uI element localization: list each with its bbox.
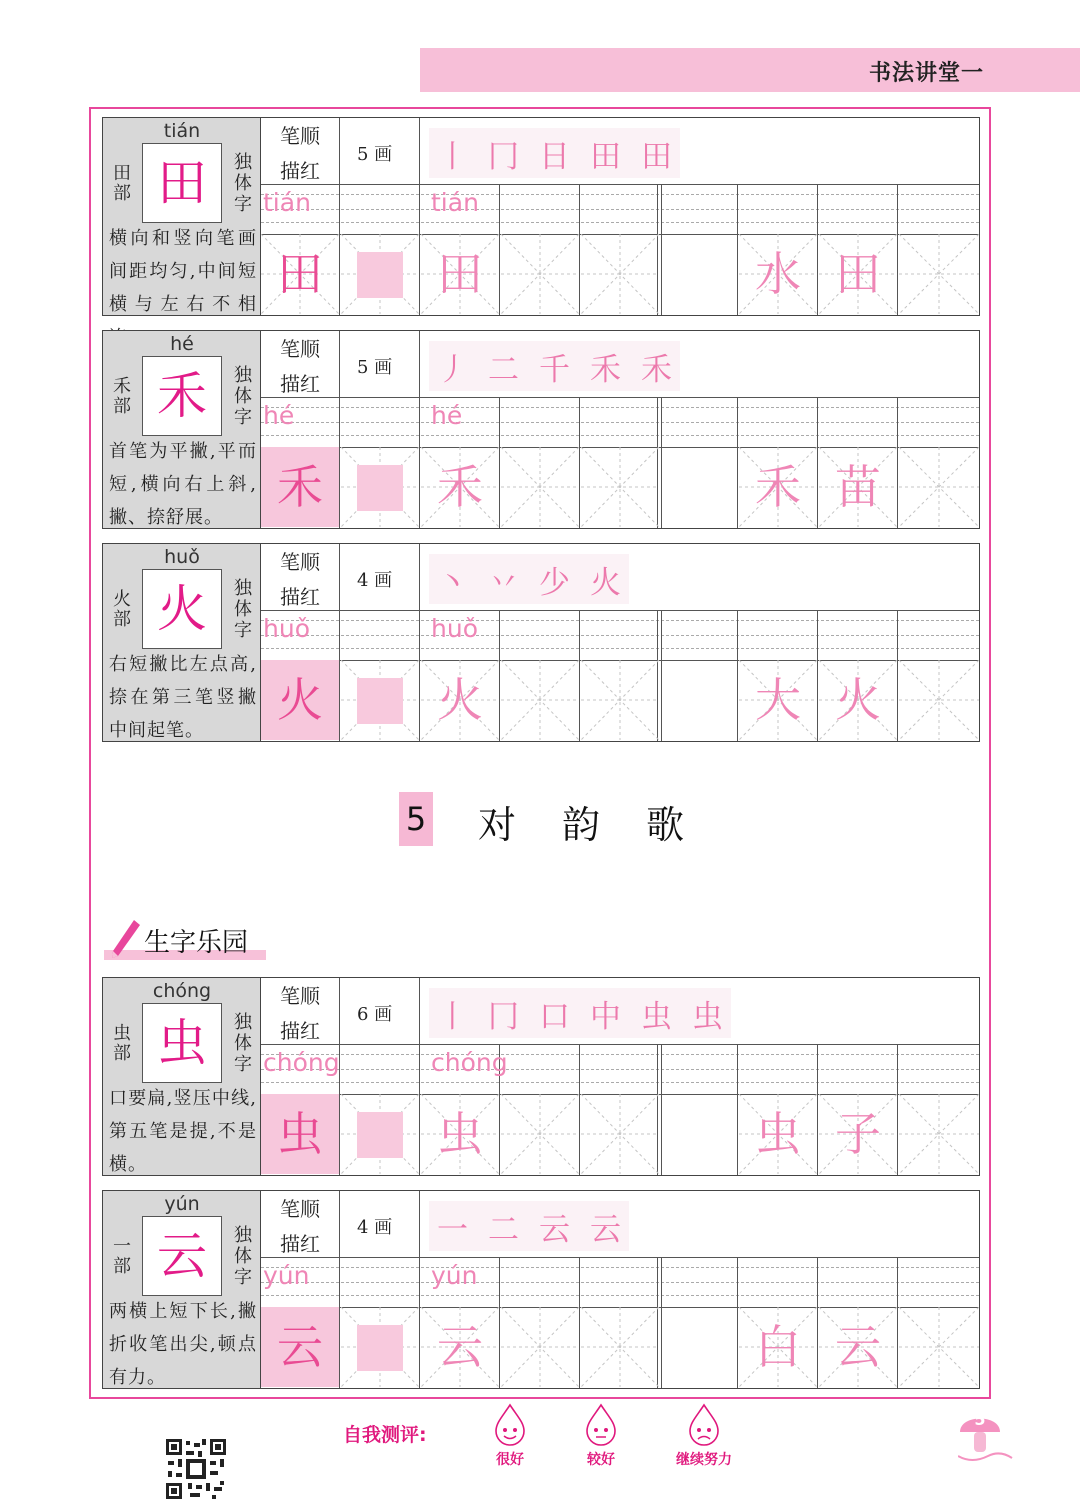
- writing-cell[interactable]: [501, 660, 579, 740]
- rating-label: 继续努力: [676, 1452, 732, 1468]
- grid-divider: [737, 397, 738, 528]
- rating-label: 很好: [496, 1452, 524, 1468]
- stroke-sequence: [429, 554, 629, 604]
- stroke-step: 云: [590, 1211, 621, 1248]
- grid-rule: [261, 1257, 979, 1258]
- char-pinyin: yún: [164, 1193, 200, 1215]
- writing-cell[interactable]: [261, 660, 339, 740]
- pencil-icon: [106, 918, 142, 962]
- grid-guide: [899, 447, 979, 527]
- writing-cell[interactable]: [899, 660, 977, 740]
- stroke-step: 中: [590, 998, 621, 1035]
- grid-divider: [897, 397, 898, 528]
- stroke-step: 火: [590, 564, 621, 601]
- practice-word-char: 云: [835, 1320, 881, 1374]
- stroke-count: 5 画: [357, 357, 393, 378]
- grid-divider: [499, 610, 500, 741]
- trace-pinyin: yún: [263, 1261, 310, 1290]
- self-eval-label: 自我测评:: [343, 1424, 427, 1446]
- trace-pad: [357, 252, 403, 298]
- grid-divider: [339, 331, 340, 528]
- grid-guide: [899, 234, 979, 314]
- char-block-5: [102, 1190, 978, 1389]
- pinyin-guide-line: [261, 194, 979, 195]
- writing-cell[interactable]: [261, 1094, 339, 1174]
- stroke-step: 一: [437, 1211, 468, 1248]
- writing-cell[interactable]: [819, 1307, 897, 1387]
- pinyin-guide-line: [261, 407, 979, 408]
- grid-divider: [661, 184, 662, 315]
- grid-rule: [261, 1044, 979, 1045]
- happy-face-icon: [492, 1403, 528, 1447]
- trace-pad: [357, 465, 403, 511]
- practice-grid: [260, 543, 980, 742]
- trace-pinyin: chóng: [431, 1048, 508, 1077]
- trace-char: 虫: [277, 1107, 323, 1161]
- sad-face-icon: [686, 1403, 722, 1447]
- char-block-1: [102, 117, 978, 316]
- char-writing-note: 口要扁,竖压中线,第五笔是提,不是横。: [109, 1088, 257, 1175]
- char-display: 禾: [157, 367, 207, 425]
- writing-cell[interactable]: [899, 1094, 977, 1174]
- char-info-panel: [102, 543, 262, 742]
- trace-char: 云: [437, 1320, 483, 1374]
- stroke-step: 禾: [590, 351, 621, 388]
- stroke-step: 田: [641, 138, 672, 175]
- char-type: 独体字: [234, 152, 252, 215]
- grid-divider: [419, 331, 420, 528]
- char-writing-note: 横向和竖向笔画间距均匀,中间短横与左右不相: [109, 228, 257, 315]
- grid-divider: [499, 397, 500, 528]
- grid-divider: [817, 184, 818, 315]
- pinyin-guide-line: [261, 1069, 979, 1070]
- page-number: 5: [974, 1410, 986, 1429]
- stroke-step: 冂: [488, 998, 519, 1035]
- trace-char: 禾: [437, 460, 483, 514]
- writing-cell[interactable]: [501, 1307, 579, 1387]
- char-pinyin: hé: [170, 333, 194, 355]
- grid-rule: [261, 397, 979, 398]
- grid-divider: [737, 610, 738, 741]
- grid-guide: [899, 660, 979, 740]
- char-type: 独体字: [234, 578, 252, 641]
- writing-cell[interactable]: [819, 447, 897, 527]
- writing-cell[interactable]: [899, 234, 977, 314]
- trace-char: 田: [437, 247, 483, 301]
- pinyin-guide-line: [261, 435, 979, 436]
- char-radical: 虫部: [113, 1023, 131, 1064]
- char-block-3: [102, 543, 978, 742]
- stroke-count: 6 画: [357, 1004, 393, 1025]
- writing-cell[interactable]: [501, 234, 579, 314]
- char-box: [142, 569, 222, 649]
- char-display: 火: [157, 580, 207, 638]
- pinyin-guide-line: [261, 222, 979, 223]
- grid-divider: [817, 610, 818, 741]
- stroke-count: 5 画: [357, 144, 393, 165]
- trace-char: 火: [277, 673, 323, 727]
- grid-divider: [737, 1044, 738, 1175]
- grid-divider: [499, 184, 500, 315]
- writing-cell[interactable]: [899, 1307, 977, 1387]
- stroke-order-label: 笔顺: [280, 984, 320, 1008]
- practice-word-char: 水: [755, 247, 801, 301]
- grid-divider: [897, 1257, 898, 1388]
- char-block-2: [102, 330, 978, 529]
- rating-very-good[interactable]: [470, 1403, 550, 1469]
- grid-divider: [897, 1044, 898, 1175]
- pinyin-guide-line: [261, 1267, 979, 1268]
- stroke-step: 丷: [488, 564, 519, 601]
- grid-divider: [661, 610, 662, 741]
- writing-cell[interactable]: [341, 660, 419, 740]
- stroke-step: 二: [488, 351, 519, 388]
- writing-cell[interactable]: [819, 234, 897, 314]
- page-number-badge: [958, 1406, 1014, 1466]
- grid-divider: [419, 1191, 420, 1388]
- char-box: [142, 1003, 222, 1083]
- writing-cell[interactable]: [819, 660, 897, 740]
- char-radical: 田部: [113, 163, 131, 204]
- stroke-step: 口: [539, 998, 570, 1035]
- grid-divider: [817, 397, 818, 528]
- grid-divider: [579, 397, 580, 528]
- char-pinyin: tián: [163, 120, 201, 142]
- practice-word-char: 苗: [835, 460, 881, 514]
- writing-cell[interactable]: [581, 447, 659, 527]
- char-info-panel: [102, 330, 262, 529]
- grid-guide: [581, 447, 659, 527]
- grid-guide: [899, 1307, 979, 1387]
- rating-keep-trying[interactable]: [664, 1403, 744, 1469]
- char-radical: 一部: [113, 1236, 131, 1277]
- char-type: 独体字: [234, 365, 252, 428]
- writing-cell[interactable]: [421, 1307, 499, 1387]
- grid-guide: [581, 1307, 659, 1387]
- grid-divider: [339, 544, 340, 741]
- stroke-step: 丨: [437, 998, 468, 1035]
- trace-pinyin: tián: [263, 188, 311, 217]
- char-pinyin: huǒ: [164, 546, 200, 568]
- grid-guide: [899, 1094, 979, 1174]
- grid-guide: [501, 1094, 579, 1174]
- char-display: 云: [157, 1227, 207, 1285]
- practice-grid: [260, 330, 980, 529]
- grid-divider: [897, 610, 898, 741]
- grid-divider: [579, 184, 580, 315]
- writing-cell[interactable]: [739, 447, 817, 527]
- trace-char: 田: [277, 247, 323, 301]
- stroke-step: 云: [539, 1211, 570, 1248]
- writing-cell[interactable]: [739, 1307, 817, 1387]
- writing-cell[interactable]: [739, 234, 817, 314]
- trace-pinyin: chóng: [263, 1048, 340, 1077]
- grid-divider: [817, 1257, 818, 1388]
- section-heading: [104, 918, 266, 962]
- writing-cell[interactable]: [581, 660, 659, 740]
- stroke-sequence: [429, 1201, 629, 1251]
- char-box: [142, 1216, 222, 1296]
- writing-cell[interactable]: [581, 1094, 659, 1174]
- practice-grid: [260, 977, 980, 1176]
- section-title: 生字乐园: [144, 928, 249, 958]
- stroke-step: 虫: [641, 998, 672, 1035]
- trace-pinyin: hé: [431, 401, 463, 430]
- char-display: 虫: [157, 1014, 207, 1072]
- writing-cell[interactable]: [581, 1307, 659, 1387]
- stroke-step: 虫: [692, 998, 723, 1035]
- writing-cell[interactable]: [261, 447, 339, 527]
- grid-guide: [501, 234, 579, 314]
- grid-divider: [661, 397, 662, 528]
- grid-rule: [261, 184, 979, 185]
- trace-pinyin: huǒ: [263, 614, 310, 643]
- pinyin-guide-line: [261, 209, 979, 210]
- writing-cell[interactable]: [341, 447, 419, 527]
- grid-divider: [419, 544, 420, 741]
- writing-cell[interactable]: [501, 447, 579, 527]
- trace-char: 云: [277, 1320, 323, 1374]
- stroke-step: 日: [539, 138, 570, 175]
- grid-guide: [501, 660, 579, 740]
- grid-divider: [419, 118, 420, 315]
- grid-divider: [661, 1257, 662, 1388]
- stroke-step: 田: [590, 138, 621, 175]
- char-display: 田: [157, 154, 207, 212]
- stroke-sequence: [429, 341, 680, 391]
- trace-pinyin: tián: [431, 188, 479, 217]
- stroke-step: 丶: [437, 564, 468, 601]
- char-type: 独体字: [234, 1225, 252, 1288]
- stroke-count: 4 画: [357, 1217, 393, 1238]
- writing-cell[interactable]: [341, 1307, 419, 1387]
- writing-cell[interactable]: [739, 1094, 817, 1174]
- practice-word-char: 白: [755, 1320, 801, 1374]
- grid-divider: [339, 1191, 340, 1388]
- practice-word-char: 田: [835, 247, 881, 301]
- grid-divider: [339, 118, 340, 315]
- char-pinyin: chóng: [152, 980, 212, 1002]
- qr-code[interactable]: [164, 1437, 228, 1501]
- char-box: [142, 356, 222, 436]
- char-block-4: [102, 977, 978, 1176]
- page-header-title: 书法讲堂一: [868, 61, 984, 86]
- grid-divider: [579, 610, 580, 741]
- grid-divider: [897, 184, 898, 315]
- practice-word-char: 大: [755, 673, 801, 727]
- practice-word-char: 火: [835, 673, 881, 727]
- char-info-panel: [102, 117, 262, 316]
- practice-grid: [260, 1190, 980, 1389]
- grid-guide: [581, 660, 659, 740]
- trace-pinyin: hé: [263, 401, 295, 430]
- smile-face-icon: [583, 1403, 619, 1447]
- stroke-sequence: [429, 128, 680, 178]
- stroke-order-label: 笔顺: [280, 337, 320, 361]
- char-writing-note: 两横上短下长,撇折收笔出尖,顿点有力。: [109, 1301, 257, 1388]
- char-box: [142, 143, 222, 223]
- rating-label: 较好: [587, 1452, 615, 1468]
- grid-guide: [501, 1307, 579, 1387]
- grid-guide: [581, 1094, 659, 1174]
- grid-guide: [501, 447, 579, 527]
- lesson-title: 对韵歌: [478, 803, 731, 847]
- trace-char: 虫: [437, 1107, 483, 1161]
- stroke-count: 4 画: [357, 570, 393, 591]
- pinyin-guide-line: [261, 1054, 979, 1055]
- writing-cell[interactable]: [819, 1094, 897, 1174]
- stroke-step: 禾: [641, 351, 672, 388]
- trace-label: 描红: [280, 1232, 320, 1256]
- lesson-heading: [0, 792, 1080, 852]
- writing-cell[interactable]: [739, 660, 817, 740]
- lesson-number: 5: [399, 792, 433, 846]
- trace-pad: [357, 1112, 403, 1158]
- practice-word-char: 禾: [755, 460, 801, 514]
- char-radical: 火部: [113, 589, 131, 630]
- trace-label: 描红: [280, 372, 320, 396]
- grid-divider: [579, 1044, 580, 1175]
- practice-word-char: 子: [835, 1107, 881, 1161]
- rating-good[interactable]: [561, 1403, 641, 1469]
- writing-cell[interactable]: [421, 1094, 499, 1174]
- grid-divider: [737, 184, 738, 315]
- writing-cell[interactable]: [261, 1307, 339, 1387]
- pinyin-guide-line: [261, 1282, 979, 1283]
- grid-divider: [661, 1044, 662, 1175]
- grid-divider: [419, 978, 420, 1175]
- stroke-step: 少: [539, 564, 570, 601]
- char-info-panel: [102, 1190, 262, 1389]
- pinyin-guide-line: [261, 1082, 979, 1083]
- grid-rule: [261, 610, 979, 611]
- writing-cell[interactable]: [421, 660, 499, 740]
- stroke-step: 丿: [437, 351, 468, 388]
- grid-divider: [737, 1257, 738, 1388]
- char-info-panel: [102, 977, 262, 1176]
- pinyin-guide-line: [261, 635, 979, 636]
- writing-cell[interactable]: [581, 234, 659, 314]
- header-bar: [420, 48, 1080, 92]
- writing-cell[interactable]: [421, 447, 499, 527]
- grid-divider: [817, 1044, 818, 1175]
- trace-char: 禾: [277, 460, 323, 514]
- char-writing-note: 首笔为平撇,平而短,横向右上斜,撇、捺舒展。: [109, 441, 257, 528]
- grid-guide: [581, 234, 659, 314]
- writing-cell[interactable]: [341, 234, 419, 314]
- practice-grid: [260, 117, 980, 316]
- trace-label: 描红: [280, 585, 320, 609]
- trace-pad: [357, 678, 403, 724]
- pinyin-guide-line: [261, 620, 979, 621]
- char-writing-note: 右短撇比左点高,捺在第三笔竖撇中间起笔。: [109, 654, 257, 741]
- grid-divider: [579, 1257, 580, 1388]
- stroke-order-label: 笔顺: [280, 1197, 320, 1221]
- stroke-sequence: [429, 988, 731, 1038]
- writing-cell[interactable]: [501, 1094, 579, 1174]
- trace-pad: [357, 1325, 403, 1371]
- trace-pinyin: huǒ: [431, 614, 478, 643]
- trace-pinyin: yún: [431, 1261, 478, 1290]
- pinyin-guide-line: [261, 1295, 979, 1296]
- stroke-step: 二: [488, 1211, 519, 1248]
- trace-label: 描红: [280, 159, 320, 183]
- writing-cell[interactable]: [261, 234, 339, 314]
- trace-label: 描红: [280, 1019, 320, 1043]
- writing-cell[interactable]: [899, 447, 977, 527]
- char-type: 独体字: [234, 1012, 252, 1075]
- grid-divider: [499, 1257, 500, 1388]
- pinyin-guide-line: [261, 422, 979, 423]
- trace-char: 火: [437, 673, 483, 727]
- char-radical: 禾部: [113, 376, 131, 417]
- practice-word-char: 虫: [755, 1107, 801, 1161]
- stroke-order-label: 笔顺: [280, 124, 320, 148]
- stroke-order-label: 笔顺: [280, 550, 320, 574]
- stroke-step: 千: [539, 351, 570, 388]
- writing-cell[interactable]: [341, 1094, 419, 1174]
- pinyin-guide-line: [261, 648, 979, 649]
- stroke-step: 丨: [437, 138, 468, 175]
- stroke-step: 冂: [488, 138, 519, 175]
- writing-cell[interactable]: [421, 234, 499, 314]
